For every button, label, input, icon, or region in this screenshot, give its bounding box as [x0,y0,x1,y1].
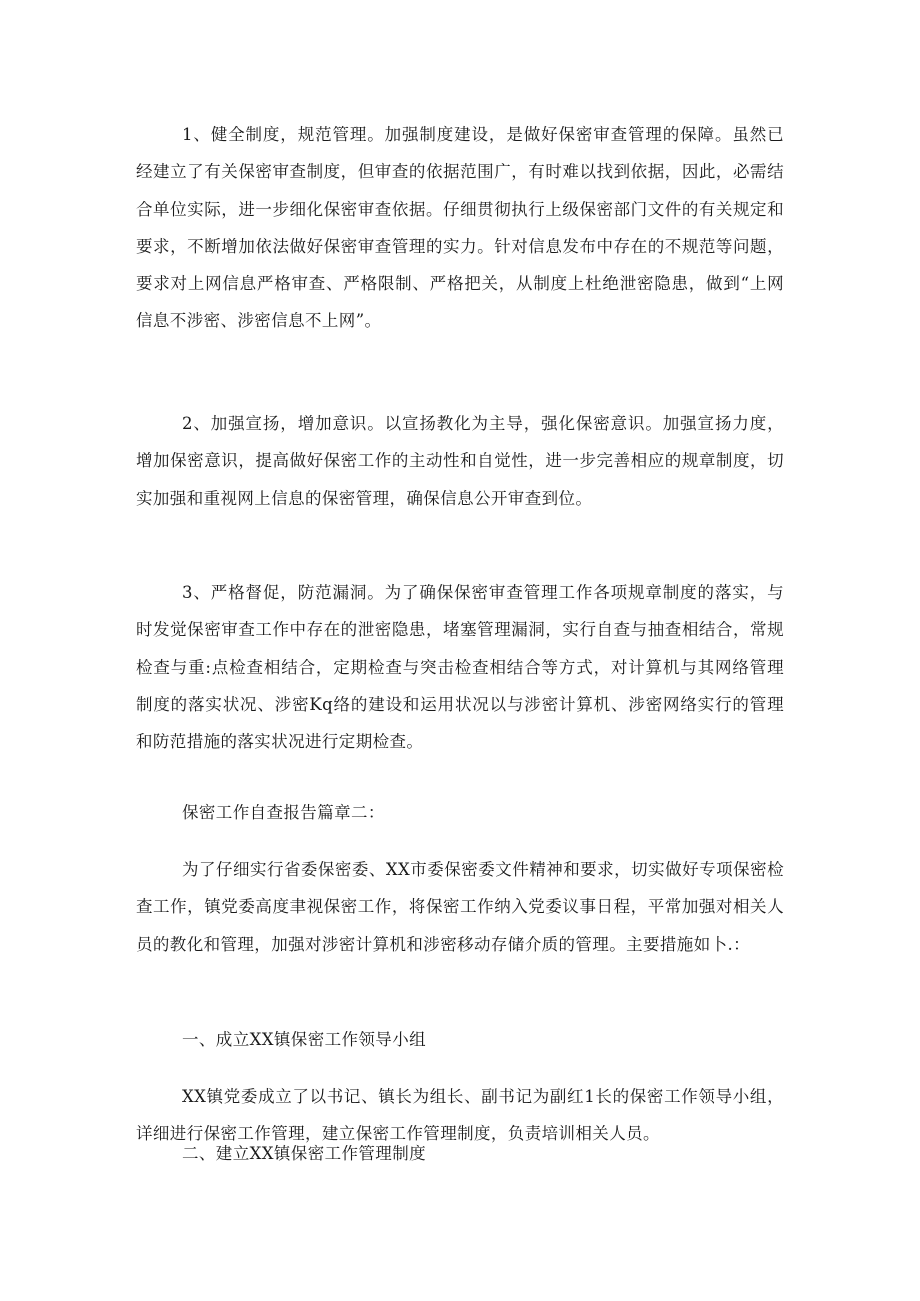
section-heading-1: 一、成立XX镇保密工作领导小组 [182,1030,426,1049]
paragraph-intro: 为了仔细实行省委保密委、XX市委保密委文件精神和要求，切实做好专项保密检查工作，镇党委高度聿视保密工作，将保密工作纳入党委议事日程，平常加强对相关人员的教化和管理，加强对涉密计算机和涉密移动存储介质的管理。主要措施如卜.： [136,860,784,954]
section-heading-2: 二、建立XX镇保密工作管理制度 [182,1144,426,1163]
paragraph-3: 3、严格督促，防范漏洞。为了确保保密审查管理工作各项规章制度的落实，与时发觉保密审查工作中存在的泄密隐患，堵塞管理漏洞，实行自查与抽查相结合，常规检查与重:点检查相结合，定期检查与突击检查相结合等方式，对计算机与其网络管理制度的落实状况、涉密Kq络的建设和运用状况以与涉密计算机、涉密网络实行的管理和防范措施的落实状况进行定期检查。 [136,583,784,752]
paragraph-1: 1、健全制度，规范管理。加强制度建设，是做好保密审查管理的保障。虽然已经建立了有关保密审查制度，但审查的依据范围广，有时难以找到依据，因此，必需结合单位实际，进一步细化保密审查依据。仔细贯彻执行上级保密部门文件的有关规定和要求，不断增加依法做好保密审查管理的实力。针对信息发布中存在的不规范等问题，要求对上网信息严格审查、严格限制、严格把关，从制度上杜绝泄密隐患，做到“上网信息不涉密、涉密信息不上网”。 [136,125,784,331]
paragraph-section-1: XX镇党委成立了以书记、镇长为组长、副书记为副红1长的保密工作领导小组，详细进行保密工作管理，建立保密工作管理制度，负责培训相关人员。 [136,1087,784,1144]
section-heading-chapter-two: 保密工作自查报告篇章二： [182,803,385,822]
paragraph-2: 2、加强宣扬，增加意识。以宣扬教化为主导，强化保密意识。加强宣扬力度，增加保密意识，提高做好保密工作的主动性和自觉性，进一步完善相应的规章制度，切实加强和重视网上信息的保密管理，确保信息公开审查到位。 [136,414,784,508]
